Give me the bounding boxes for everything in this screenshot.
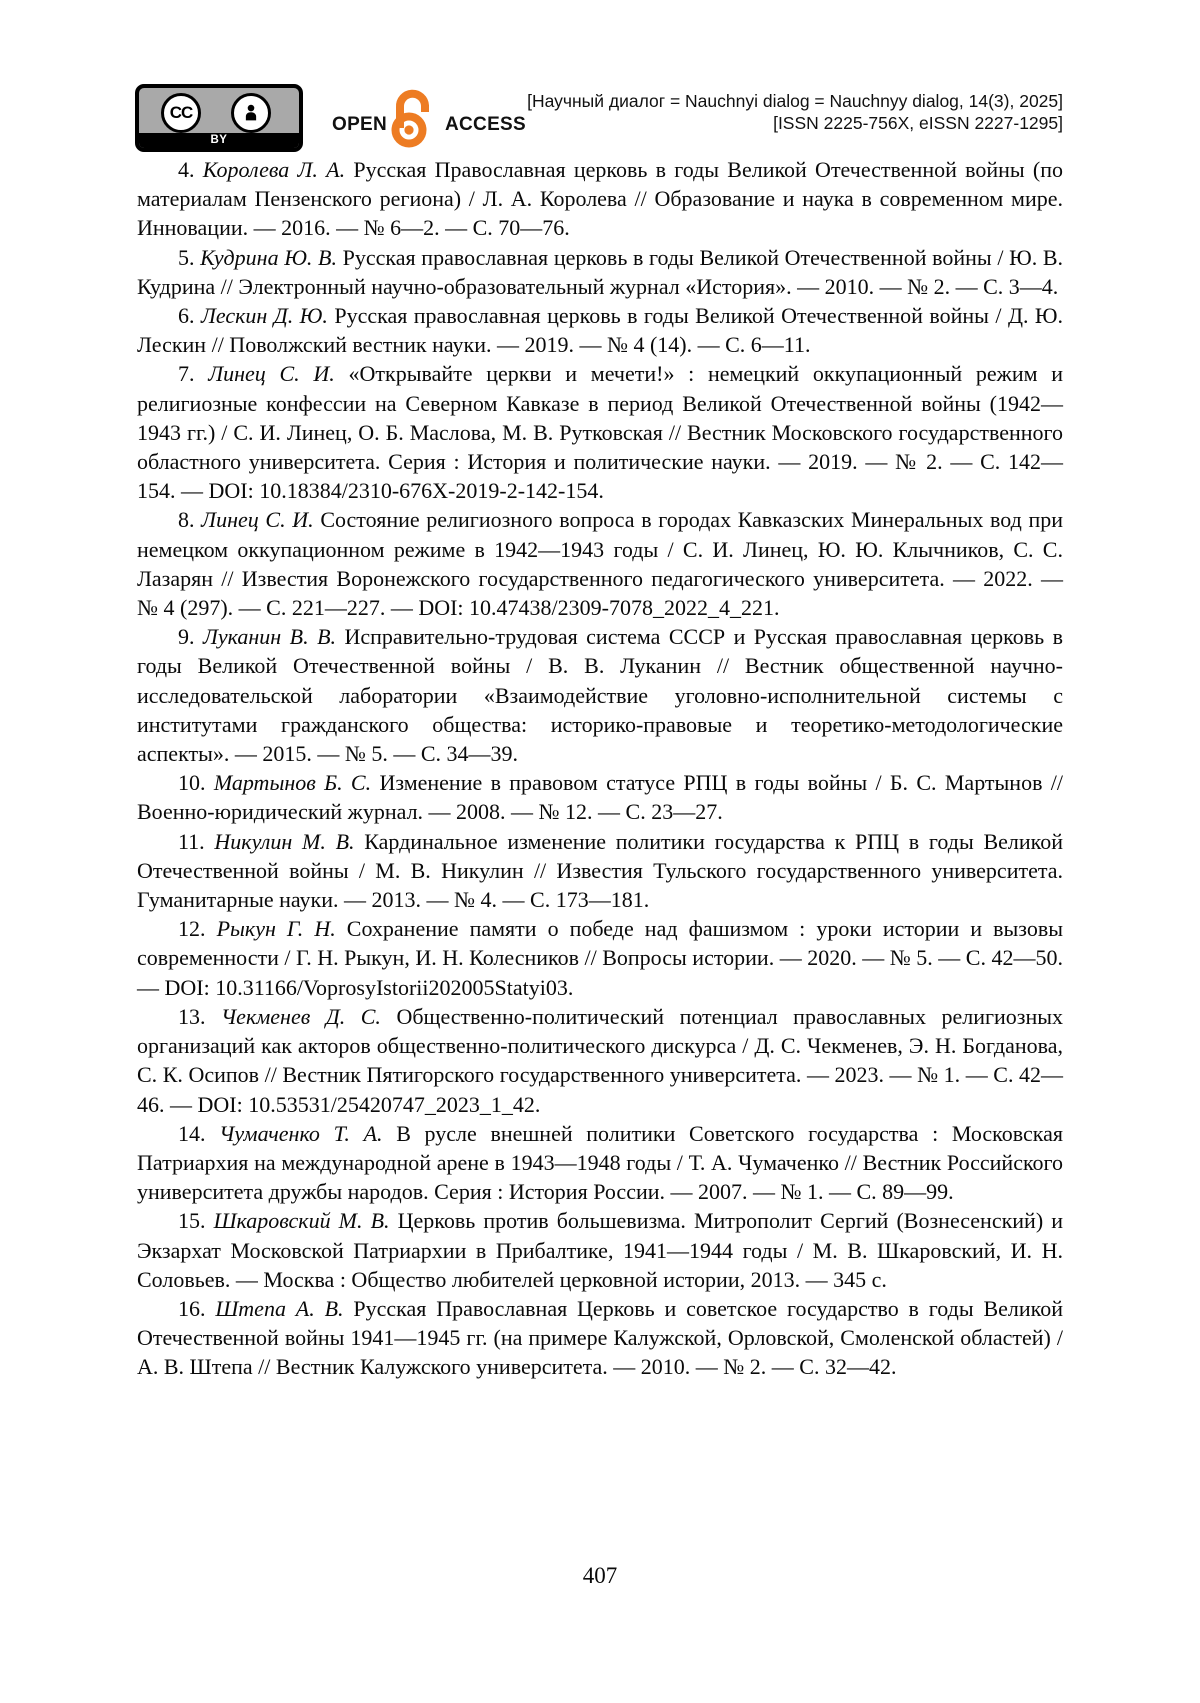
reference-text: Изменение в правовом статусе РПЦ в годы войны / Б. С. Мартынов // Военно-юридический журнал. — 2008. — № 12. — С. 23—27. — [137, 770, 1064, 825]
reference-number: 5. — [178, 244, 195, 270]
reference-author: Луканин В. В. — [202, 624, 337, 650]
reference-entry — [137, 622, 1063, 768]
open-access-word-access: ACCESS — [445, 114, 526, 135]
reference-text: Церковь против большевизма. Митрополит Сергий (Вознесенский) и Экзархат Московской Патриархии в Прибалтике, 1941—1944 годы / М. В. Шкаровский, И. Н. Соловьев. — Москва : Общество любителей церковной истории, 2013. — 345 с. — [137, 1208, 1064, 1292]
reference-number: 11. — [178, 828, 205, 854]
reference-number: 4. — [178, 157, 195, 182]
open-access-word-open: OPEN — [332, 114, 388, 135]
reference-author: Чекменев Д. С. — [221, 1003, 381, 1029]
reference-number: 6. — [178, 303, 195, 329]
reference-number: 10. — [178, 770, 206, 796]
reference-author: Линец С. И. — [208, 361, 335, 387]
reference-author: Королева Л. А. — [202, 157, 346, 182]
reference-number: 8. — [178, 507, 195, 533]
reference-text: Русская православная церковь в годы Великой Отечественной войны / Д. Ю. Лескин // Поволжский вестник науки. — 2019. — № 4 (14). — С. 6—11. — [137, 303, 1064, 358]
reference-number: 16. — [178, 1295, 206, 1321]
reference-text: Состояние религиозного вопроса в городах Кавказских Минеральных вод при немецком оккупационном режиме в 1942—1943 годы / С. И. Линец, Ю. Ю. Клычников, С. С. Лазарян // Известия Воронежского государственного педагогического университета. — 2022. — № 4 (297). — С. 221—227. — DOI: 10.47438/2309-7078_2022_4_221. — [137, 507, 1064, 621]
reference-entry — [137, 155, 1063, 243]
reference-text: Русская Православная Церковь и советское государство в годы Великой Отечественной войны 1941—1945 гг. (на примере Калужской, Орловской, Смоленской областей) / А. В. Штепа // Вестник Калужского университета. — 2010. — № 2. — С. 32—42. — [137, 1295, 1063, 1380]
reference-text: «Открывайте церкви и мечети!» : немецкий оккупационный режим и религиозные конфессии на Северном Кавказе в период Великой Отечественной войны (1942—1943 гг.) / С. И. Линец, О. Б. Маслова, М. В. Рутковская // Вестник Московского государственного областного университета. Серия : История и политические науки. — 2019. — № 2. — С. 142—154. — DOI: 10.18384/2310-676X-2019-2-142-154. — [137, 361, 1064, 504]
by-attribution-label: BY — [139, 133, 299, 148]
reference-number: 12. — [178, 916, 206, 942]
journal-citation — [527, 90, 1063, 134]
open-access-logo — [332, 86, 526, 148]
reference-author: Линец С. И. — [201, 507, 314, 533]
cc-license-icon: CC — [161, 93, 201, 133]
reference-list — [137, 155, 1063, 1382]
reference-entry — [137, 768, 1063, 826]
reference-entry — [137, 359, 1063, 505]
reference-entry — [137, 827, 1063, 915]
reference-author: Мартынов Б. С. — [213, 770, 372, 796]
reference-number: 9. — [178, 624, 195, 650]
journal-citation-line1: [Научный диалог = Nauchnyi dialog = Nauchnyy dialog, 14(3), 2025] — [527, 91, 1063, 111]
reference-entry — [137, 1002, 1063, 1119]
reference-text: Кардинальное изменение политики государства к РПЦ в годы Великой Отечественной войны / М. В. Никулин // Известия Тульского государственного университета. Гуманитарные науки. — 2013. — № 4. — С. 173—181. — [137, 828, 1064, 913]
reference-author: Кудрина Ю. В. — [200, 244, 337, 270]
reference-entry — [137, 1119, 1063, 1207]
reference-entry — [137, 301, 1063, 359]
reference-entry — [137, 243, 1063, 301]
reference-text: Сохранение памяти о победе над фашизмом : уроки истории и вызовы современности / Г. Н. Рыкун, И. Н. Колесников // Вопросы истории. — 2020. — № 5. — С. 42—50. — DOI: 10.31166/VoprosyIstorii202005Statyi03. — [137, 916, 1064, 1000]
reference-author: Чумаченко Т. А. — [219, 1120, 383, 1146]
reference-author: Рыкун Г. Н. — [216, 916, 336, 942]
reference-number: 13. — [178, 1003, 206, 1029]
reference-text: Общественно-политический потенциал православных религиозных организаций как акторов общественно-политического дискурса / Д. С. Чекменев, Э. Н. Богданова, С. К. Осипов // Вестник Пятигорского государственного университета. — 2023. — № 1. — С. 42—46. — DOI: 10.53531/25420747_2023_1_42. — [137, 1003, 1064, 1117]
reference-text: В русле внешней политики Советского государства : Московская Патриархия на международной арене в 1943—1948 годы / Т. А. Чумаченко // Вестник Российского университета дружбы народов. Серия : История России. — 2007. — № 1. — С. 89—99. — [137, 1120, 1064, 1205]
reference-author: Шкаровский М. В. — [213, 1208, 390, 1234]
page-header — [137, 84, 1063, 154]
reference-number: 14. — [178, 1120, 206, 1146]
reference-text: Исправительно-трудовая система СССР и Русская православная церковь в годы Великой Отечественной войны / В. В. Луканин // Вестник общественной научно-исследовательской лаборатории «Взаимодействие уголовно-исполнительной системы с институтами гражданского общества: историко-правовые и теоретико-методологические аспекты». — 2015. — № 5. — С. 34—39. — [137, 624, 1063, 767]
page-number: 407 — [582, 1563, 618, 1588]
reference-entry — [137, 1206, 1063, 1294]
reference-entry — [137, 1294, 1063, 1382]
journal-citation-line2: [ISSN 2225-756X, eISSN 2227-1295] — [773, 113, 1063, 133]
reference-author: Штепа А. В. — [215, 1295, 344, 1321]
open-lock-icon — [382, 86, 438, 153]
reference-entry — [137, 505, 1063, 622]
attribution-person-icon — [231, 93, 271, 133]
reference-text: Русская православная церковь в годы Великой Отечественной войны / Ю. В. Кудрина // Электронный научно-образовательный журнал «История». — 2010. — № 2. — С. 3—4. — [137, 244, 1064, 299]
reference-entry — [137, 914, 1063, 1002]
reference-text: Русская Православная церковь в годы Великой Отечественной войны (по материалам Пензенского региона) / Л. А. Королева // Образование и наука в современном мире. Инновации. — 2016. — № 6—2. — С. 70—76. — [137, 157, 1064, 241]
reference-number: 7. — [178, 361, 195, 387]
reference-author: Лескин Д. Ю. — [200, 303, 328, 329]
reference-author: Никулин М. В. — [214, 828, 355, 854]
reference-number: 15. — [178, 1208, 206, 1234]
cc-by-license-badge — [135, 84, 303, 152]
